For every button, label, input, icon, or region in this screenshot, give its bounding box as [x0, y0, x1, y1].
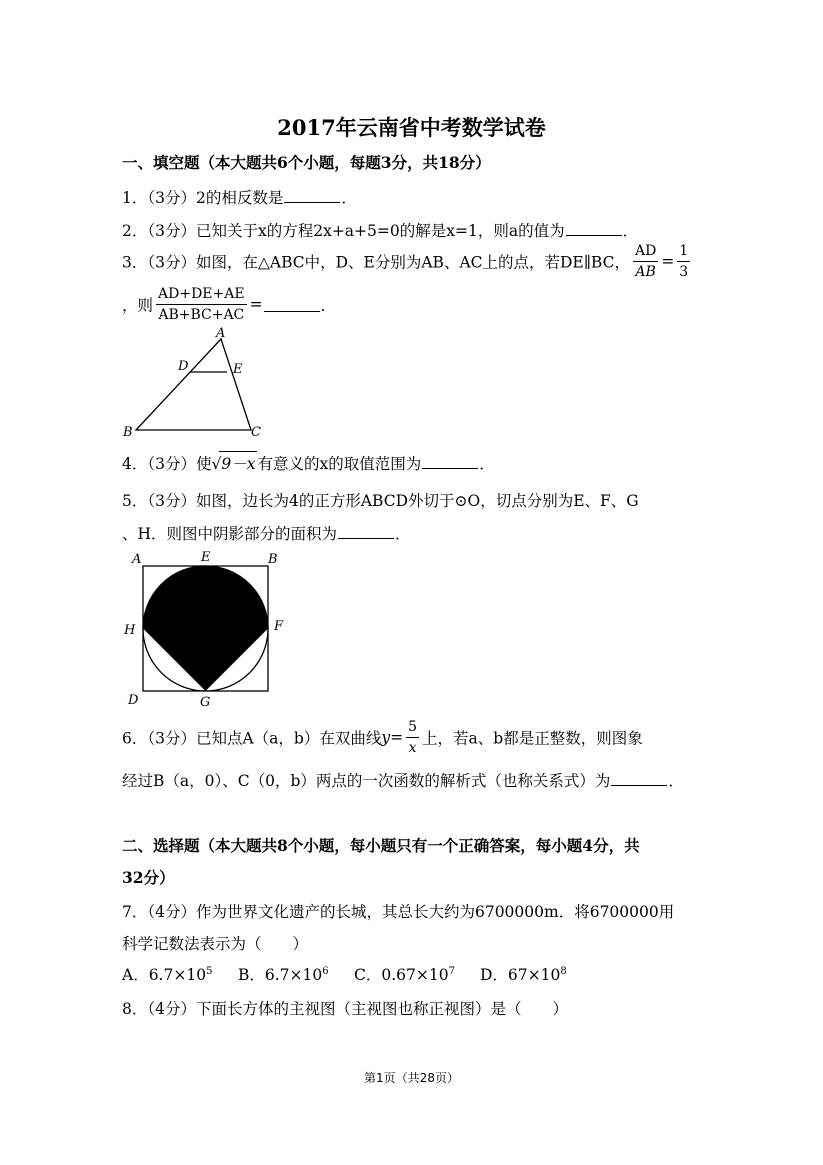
- label-a: A: [132, 552, 142, 567]
- option-d[interactable]: [480, 963, 567, 985]
- frac-den: 3: [679, 264, 689, 280]
- page-title: 2017年云南省中考数学试卷: [277, 115, 546, 140]
- five-over-x: [406, 717, 419, 758]
- frac-den: x: [408, 740, 417, 756]
- label-c: C: [251, 425, 261, 440]
- question-6-line1: [122, 717, 643, 758]
- question-1: [122, 186, 357, 208]
- square-circle-figure: [120, 548, 295, 713]
- label-b: B: [123, 425, 133, 440]
- label-b: B: [268, 552, 278, 567]
- equals-sign: =: [390, 728, 404, 747]
- question-3-line2: [122, 284, 336, 325]
- q3-prefix: ，则: [122, 296, 154, 315]
- q2-end: ．: [622, 222, 639, 240]
- q5-text: 、H．则图中阴影部分的面积为: [122, 525, 338, 543]
- section2-heading-line2: 32分）: [122, 868, 175, 887]
- option-c[interactable]: [354, 963, 455, 985]
- frac-num: AD: [633, 241, 658, 262]
- q2-text: 2．（3分）已知关于x的方程2x+a+5=0的解是x=1，则a的值为: [122, 222, 565, 240]
- q6-text2: 上，若a、b都是正整数，则图象: [422, 729, 643, 748]
- frac-den: AB: [635, 264, 656, 280]
- one-third-fraction: [677, 241, 690, 282]
- question-2: [122, 219, 638, 241]
- q4-end: ．: [479, 455, 495, 473]
- q5-end: ．: [395, 525, 411, 543]
- label-g: G: [200, 695, 211, 710]
- ratio-fraction: [156, 284, 247, 325]
- label-d: D: [128, 693, 139, 708]
- option-a[interactable]: [122, 963, 212, 985]
- q3-text: 3．（3分）如图，在△ABC中，D、E分别为AB、AC上的点，若DE∥BC，: [122, 253, 630, 272]
- label-a: A: [216, 326, 226, 341]
- label-e: E: [201, 550, 211, 565]
- option-label: B．6.7×10: [238, 966, 323, 984]
- question-7-line2: 科学记数法表示为（ ）: [122, 935, 309, 953]
- question-7-line1: 7．（4分）作为世界文化遗产的长城，其总长大约为6700000m．将6700000用: [122, 903, 675, 921]
- q4-text: 4．（3分）使: [122, 455, 212, 473]
- option-b[interactable]: [238, 963, 329, 985]
- q1-end: ．: [341, 189, 357, 207]
- q3-end: ．: [320, 296, 337, 315]
- answer-blank[interactable]: [284, 188, 340, 203]
- option-exponent: 6: [322, 965, 329, 977]
- option-exponent: 7: [448, 965, 455, 977]
- section2-heading-line1: 二、选择题（本大题共8个小题，每小题只有一个正确答案，每小题4分，共: [122, 836, 640, 855]
- question-5-line2: [122, 522, 411, 544]
- answer-blank[interactable]: [566, 221, 622, 236]
- question-8: 8．（4分）下面长方体的主视图（主视图也称正视图）是（ ）: [122, 1000, 568, 1018]
- equals-sign: =: [249, 295, 263, 314]
- section1-heading: 一、填空题（本大题共6个小题，每题3分，共18分）: [122, 153, 491, 172]
- equals-sign: =: [661, 252, 675, 271]
- frac-num: 1: [677, 241, 690, 262]
- var-y: y: [381, 728, 391, 747]
- triangle-figure: [118, 325, 278, 443]
- label-d: D: [178, 359, 189, 374]
- answer-blank[interactable]: [338, 524, 394, 539]
- triangle-abc: [136, 339, 251, 430]
- answer-blank[interactable]: [422, 454, 478, 469]
- frac-den: AB+BC+AC: [158, 307, 245, 323]
- radicand: 9－x: [219, 451, 257, 474]
- question-5-line1: 5．（3分）如图，边长为4的正方形ABCD外切于⊙O，切点分别为E、F、G: [122, 492, 639, 510]
- radical-sign: √: [211, 455, 222, 473]
- q6-text: 6．（3分）已知点A（a，b）在双曲线: [122, 729, 382, 748]
- frac-num: AD+DE+AE: [156, 284, 247, 305]
- ad-ab-fraction: [633, 241, 658, 282]
- label-h: H: [124, 623, 136, 638]
- q1-text: 1．（3分）2的相反数是: [122, 189, 284, 207]
- option-exponent: 8: [560, 965, 567, 977]
- option-exponent: 5: [206, 965, 213, 977]
- label-e: E: [233, 362, 243, 377]
- option-label: D．67×10: [480, 966, 561, 984]
- question-3-line1: [122, 241, 693, 282]
- option-label: C．0.67×10: [354, 966, 449, 984]
- q6-end: ．: [668, 772, 684, 790]
- answer-blank[interactable]: [611, 771, 667, 786]
- question-4: [122, 451, 495, 474]
- label-f: F: [274, 619, 284, 634]
- frac-num: 5: [406, 717, 419, 738]
- page-footer: 第1页（共28页）: [364, 1071, 459, 1085]
- q4-text2: 有意义的x的取值范围为: [257, 455, 422, 473]
- answer-blank[interactable]: [264, 297, 320, 312]
- option-label: A．6.7×10: [122, 966, 207, 984]
- question-6-line2: [122, 769, 684, 791]
- q6-line2-text: 经过B（a，0）、C（0，b）两点的一次函数的解析式（也称关系式）为: [122, 772, 611, 790]
